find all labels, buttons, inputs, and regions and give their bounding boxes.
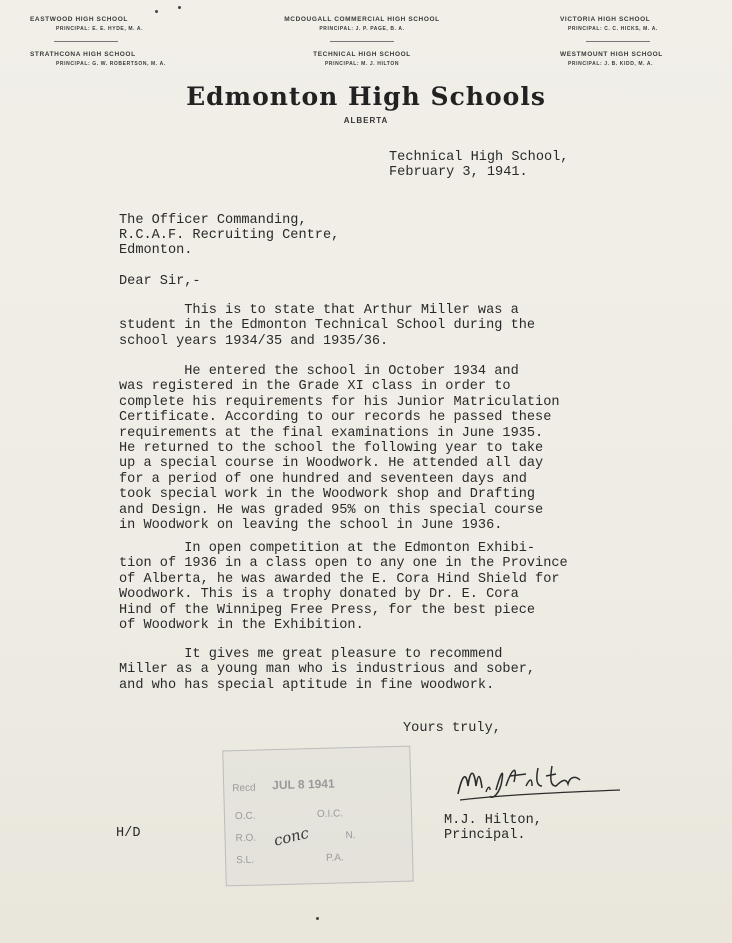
body-line: and who has special aptitude in fine woodwork. bbox=[119, 677, 495, 693]
school-principal: PRINCIPAL: J. P. PAGE, B. A. bbox=[319, 26, 405, 32]
school-name: WESTMOUNT HIGH SCHOOL bbox=[560, 51, 663, 58]
letterhead-school-westmount bbox=[560, 51, 663, 67]
letterhead-divider bbox=[54, 41, 118, 42]
letterhead-school-eastwood bbox=[30, 16, 143, 32]
signer-title: Principal. bbox=[444, 828, 526, 843]
body-line: took special work in the Woodwork shop and Drafting bbox=[119, 487, 536, 503]
body-line: up a special course in Woodwork. He attended all day bbox=[119, 456, 544, 472]
punch-mark bbox=[155, 10, 158, 13]
letterhead-divider bbox=[330, 41, 394, 42]
body-line: in Woodwork on leaving the school in June 1936. bbox=[119, 518, 503, 534]
school-name: EASTWOOD HIGH SCHOOL bbox=[30, 16, 128, 23]
school-principal: PRINCIPAL: E. E. HYDE, M. A. bbox=[56, 26, 144, 32]
body-line: Miller as a young man who is industrious and sober, bbox=[119, 662, 536, 678]
stamp-line: P.A. bbox=[325, 852, 344, 864]
stamp-line: R.O. bbox=[235, 832, 257, 845]
body-line: and Design. He was graded 95% on this special course bbox=[119, 502, 544, 518]
typist-initials: H/D bbox=[116, 826, 141, 841]
signer-name: M.J. Hilton, bbox=[444, 813, 542, 828]
recipient-line: The Officer Commanding, bbox=[119, 213, 307, 228]
body-paragraph bbox=[119, 364, 560, 533]
stamp-line: S.L. bbox=[235, 854, 255, 867]
stamp-line: O.C. bbox=[234, 810, 256, 823]
body-line: student in the Edmonton Technical School during the bbox=[119, 318, 536, 334]
body-line: He returned to the school the following year to take bbox=[119, 441, 544, 457]
body-line: was registered in the Grade XI class in order to bbox=[119, 379, 511, 395]
body-line: Hind of the Winnipeg Free Press, for the best piece bbox=[119, 602, 536, 618]
letterhead-school-strathcona bbox=[30, 51, 166, 67]
body-line: This is to state that Arthur Miller was a bbox=[119, 303, 519, 318]
school-name: TECHNICAL HIGH SCHOOL bbox=[313, 51, 411, 58]
punch-mark bbox=[178, 6, 181, 9]
received-stamp bbox=[222, 746, 413, 887]
letterhead-school-technical bbox=[266, 51, 458, 67]
body-line: In open competition at the Edmonton Exhibi- bbox=[119, 541, 536, 556]
body-line: It gives me great pleasure to recommend bbox=[119, 647, 503, 662]
body-line: complete his requirements for his Junior Matriculation bbox=[119, 394, 560, 410]
school-principal: PRINCIPAL: M. J. HILTON bbox=[324, 61, 400, 67]
stamp-handwritten-note: conc bbox=[271, 823, 311, 850]
letterhead-school-victoria bbox=[560, 16, 658, 32]
body-line: school years 1934/35 and 1935/36. bbox=[119, 333, 389, 349]
letter-place: Technical High School, bbox=[389, 150, 569, 165]
body-line: He entered the school in October 1934 and bbox=[119, 364, 519, 379]
stamp-line: O.I.C. bbox=[316, 808, 344, 821]
stamp-date-label: Recd bbox=[232, 782, 256, 795]
letter-date: February 3, 1941. bbox=[389, 165, 528, 180]
letterhead-school-mcdougall bbox=[266, 16, 458, 32]
letterhead-province: ALBERTA bbox=[343, 116, 389, 125]
body-line: of Woodwork in the Exhibition. bbox=[119, 618, 364, 634]
school-principal: PRINCIPAL: C. C. HICKS, M. A. bbox=[568, 26, 658, 32]
body-paragraph bbox=[119, 303, 535, 349]
signature-mark bbox=[452, 756, 632, 806]
body-line: tion of 1936 in a class open to any one in the Province bbox=[119, 556, 568, 572]
stamp-line: N. bbox=[345, 830, 356, 842]
school-name: VICTORIA HIGH SCHOOL bbox=[560, 16, 651, 23]
salutation: Dear Sir,- bbox=[119, 274, 201, 289]
school-name: STRATHCONA HIGH SCHOOL bbox=[30, 51, 136, 58]
school-name: MCDOUGALL COMMERCIAL HIGH SCHOOL bbox=[284, 16, 440, 23]
punch-mark bbox=[316, 917, 319, 920]
body-paragraph bbox=[119, 647, 535, 693]
body-line: requirements at the final examinations in June 1935. bbox=[119, 425, 544, 441]
body-line: for a period of one hundred and seventeen days and bbox=[119, 471, 527, 487]
body-line: Woodwork. This is a trophy donated by Dr. E. Cora bbox=[119, 587, 519, 603]
school-principal: PRINCIPAL: G. W. ROBERTSON, M. A. bbox=[56, 61, 166, 67]
body-line: Certificate. According to our records he passed these bbox=[119, 410, 552, 426]
letterhead-divider bbox=[586, 41, 650, 42]
body-line: of Alberta, he was awarded the E. Cora Hind Shield for bbox=[119, 571, 560, 587]
letterhead-title: Edmonton High Schools bbox=[186, 82, 546, 111]
school-principal: PRINCIPAL: J. B. KIDD, M. A. bbox=[568, 61, 654, 67]
recipient-line: Edmonton. bbox=[119, 243, 193, 258]
recipient-line: R.C.A.F. Recruiting Centre, bbox=[119, 228, 340, 243]
stamp-date: JUL 8 1941 bbox=[271, 776, 335, 793]
body-paragraph bbox=[119, 541, 568, 633]
closing: Yours truly, bbox=[403, 721, 501, 736]
